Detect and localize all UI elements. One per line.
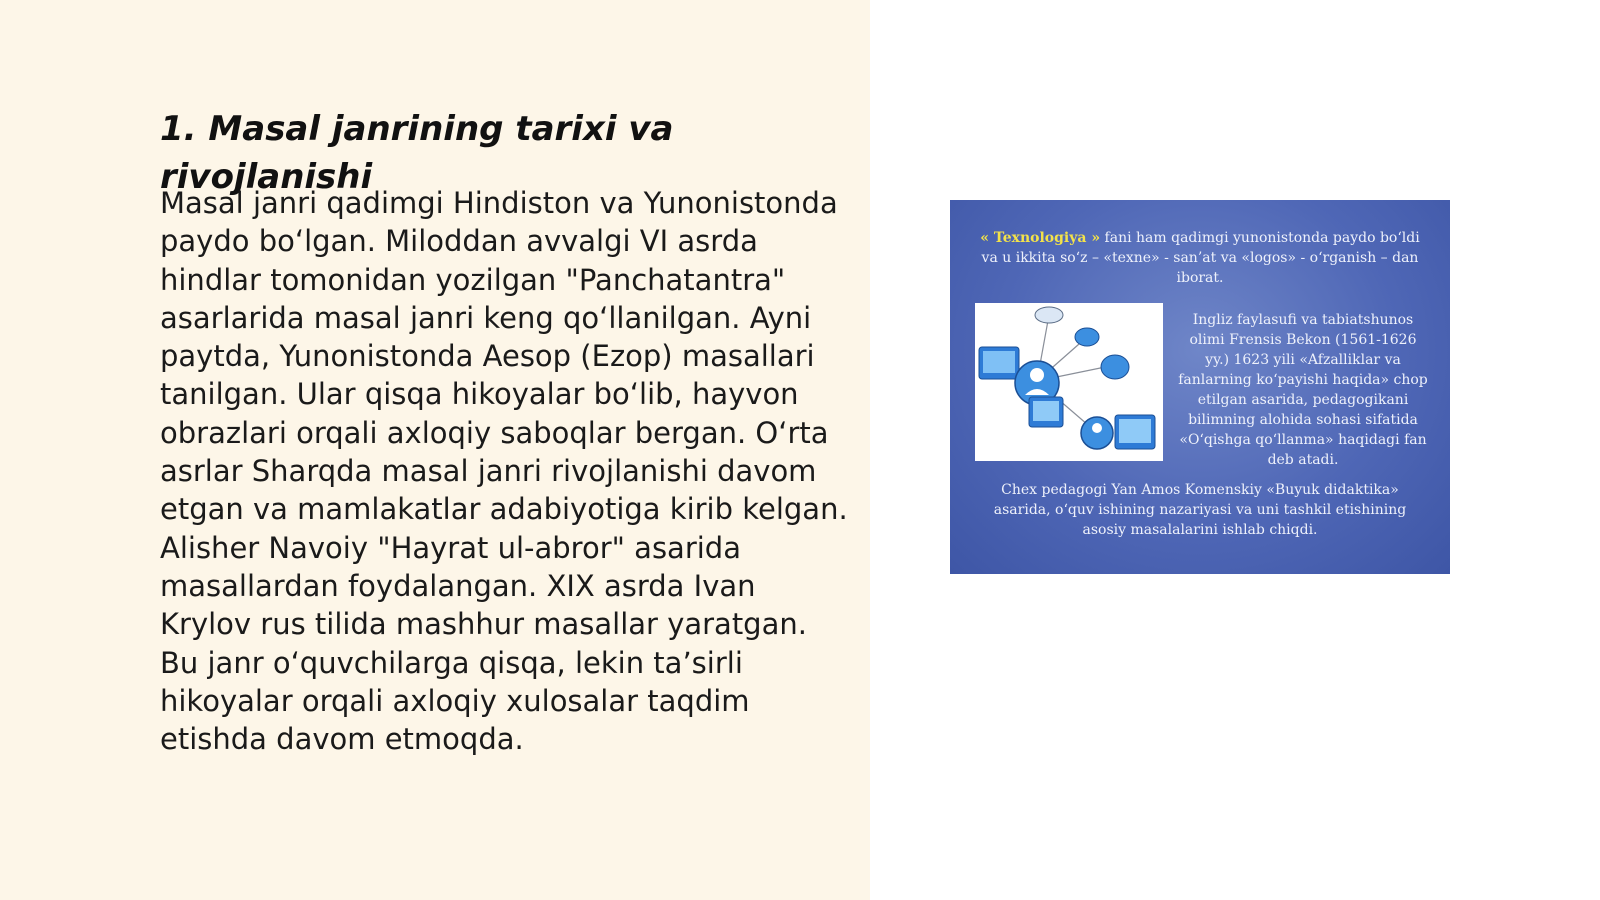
image-top-text: fani ham qadimgi yunonistonda paydo bo‘ldi va u ikkita so‘z – «texne» - san’at va «logos» - o‘rganish – dan iborat.	[981, 230, 1420, 286]
image-top-paragraph	[978, 228, 1422, 288]
slide-body-text: Masal janri qadimgi Hindiston va Yunonistonda paydo bo‘lgan. Miloddan avvalgi VI asrda hindlar tomonidan yozilgan "Panchatantra" asarlarida masal janri keng qo‘llanilgan. Ayni paytda, Yunonistonda Aesop (Ezop) masallari tanilgan. Ular qisqa hikoyalar bo‘lib, hayvon obrazlari orqali axloqiy saboqlar bergan. O‘rta asrlar Sharqda masal janri rivojlanishi davom etgan va mamlakatlar adabiyotiga kirib kelgan. Alisher Navoiy "Hayrat ul-abror" asarida masallardan foydalangan. XIX asrda Ivan Krylov rus tilida mashhur masallar yaratgan. Bu janr o‘quvchilarga qisqa, lekin ta’sirli hikoyalar orqali axloqiy xulosalar taqdim etishda davom etmoqda.	[160, 186, 848, 757]
image-bottom-paragraph: Chex pedagogi Yan Amos Komenskiy «Buyuk didaktika» asarida, o‘quv ishining nazariyasi va uni tashkil etishining asosiy masalalarini ishlab chiqdi.	[993, 482, 1407, 538]
image-middle-paragraph: Ingliz faylasufi va tabiatshunos olimi Frensis Bekon (1561-1626 yy.) 1623 yili «Afzalliklar va fanlarning ko‘payishi haqida» chop etilgan asarida, pedagogikani bilimning alohida sohasi sifatida «O‘qishga qo‘llanma» haqidagi fan deb atadi.	[1178, 312, 1428, 468]
computer-network-icon	[975, 303, 1163, 461]
image-highlight-term: « Texnologiya »	[980, 230, 1101, 246]
embedded-slide-image	[950, 200, 1450, 574]
slide-title: 1. Masal janrining tarixi va rivojlanishi	[160, 109, 674, 197]
